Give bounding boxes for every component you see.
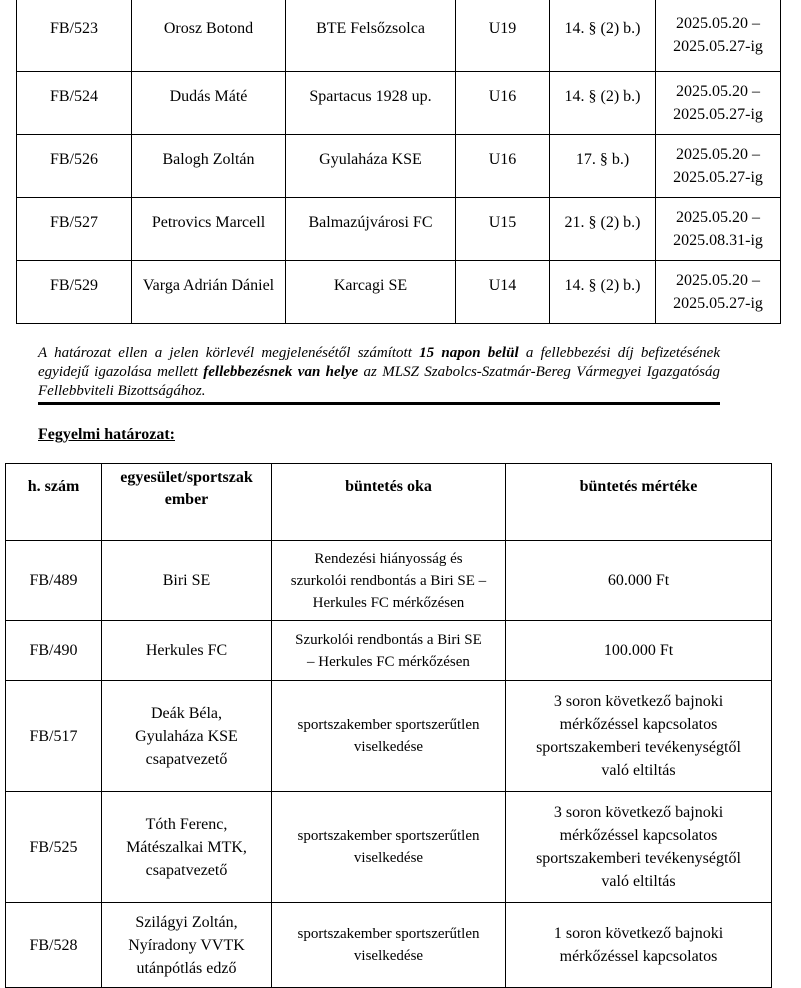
appeal-notice: A határozat ellen a jelen körlevél megjelenésétől számított 15 napon belül a fellebbezési díj befizetésének egyidejű igazolása mellett fellebbezésnek van helye az MLSZ Szabolcs-Szatmár-Bereg Vármegyei Igazgatóság Fellebbviteli Bizottságához. [38,344,720,405]
column-header: h. szám [6,464,102,541]
case-number: FB/523 [17,0,132,72]
penalty-reason: sportszakember sportszerűtlen viselkedése [272,792,506,903]
age-group: U19 [456,0,550,72]
penalty-amount: 60.000 Ft [506,541,772,621]
club-name: Gyulaháza KSE [286,135,456,198]
rule-reference: 14. § (2) b.) [550,72,656,135]
player-name: Varga Adrián Dániel [132,261,286,324]
appeal-right: fellebbezésnek van helye [203,364,359,380]
club-name: BTE Felsőzsolca [286,0,456,72]
rule-reference: 14. § (2) b.) [550,0,656,72]
penalty-description: 3 soron következő bajnoki mérkőzéssel kapcsolatos sportszakemberi tevékenységtől való eltiltás [506,792,772,903]
penalty-reason: sportszakember sportszerűtlen viselkedése [272,903,506,988]
player-name: Dudás Máté [132,72,286,135]
penalty-reason: Rendezési hiányosság és szurkolói rendbontás a Biri SE – Herkules FC mérkőzésen [272,541,506,621]
case-number: FB/528 [6,903,102,988]
table-row [6,681,772,792]
table-row [17,198,781,261]
table-row [17,72,781,135]
case-number: FB/490 [6,621,102,681]
age-group: U14 [456,261,550,324]
age-group: U16 [456,72,550,135]
sanctioned-party: Szilágyi Zoltán, Nyíradony VVTK utánpótlás edző [102,903,272,988]
column-header: büntetés mértéke [506,464,772,541]
player-name: Balogh Zoltán [132,135,286,198]
club-name: Balmazújvárosi FC [286,198,456,261]
column-header: büntetés oka [272,464,506,541]
sanctioned-party: Herkules FC [102,621,272,681]
case-number: FB/517 [6,681,102,792]
suspension-period: 2025.05.20 – 2025.05.27-ig [656,261,781,324]
suspension-period: 2025.05.20 – 2025.05.27-ig [656,0,781,72]
column-header: egyesület/sportszak ember [102,464,272,541]
section-heading: Fegyelmi határozat: [38,426,175,443]
sanctioned-party: Tóth Ferenc, Mátészalkai MTK, csapatvezető [102,792,272,903]
case-number: FB/489 [6,541,102,621]
table-row [17,0,781,72]
case-number: FB/527 [17,198,132,261]
penalty-description: 1 soron következő bajnoki mérkőzéssel kapcsolatos [506,903,772,988]
suspension-table [16,0,781,324]
penalty-reason: Szurkolói rendbontás a Biri SE – Herkules FC mérkőzésen [272,621,506,681]
suspension-period: 2025.05.20 – 2025.05.27-ig [656,72,781,135]
case-number: FB/524 [17,72,132,135]
appeal-deadline: 15 napon belül [419,345,519,361]
suspension-period: 2025.05.20 – 2025.05.27-ig [656,135,781,198]
table-row [6,903,772,988]
table-header-row [6,464,772,541]
sanctioned-party: Biri SE [102,541,272,621]
case-number: FB/529 [17,261,132,324]
table-row [6,541,772,621]
player-name: Petrovics Marcell [132,198,286,261]
player-name: Orosz Botond [132,0,286,72]
disciplinary-table [5,463,772,988]
suspension-period: 2025.05.20 – 2025.08.31-ig [656,198,781,261]
table-row [6,621,772,681]
sanctioned-party: Deák Béla, Gyulaháza KSE csapatvezető [102,681,272,792]
table-row [6,792,772,903]
case-number: FB/526 [17,135,132,198]
age-group: U15 [456,198,550,261]
table-row [17,135,781,198]
club-name: Karcagi SE [286,261,456,324]
age-group: U16 [456,135,550,198]
case-number: FB/525 [6,792,102,903]
penalty-description: 3 soron következő bajnoki mérkőzéssel kapcsolatos sportszakemberi tevékenységtől való eltiltás [506,681,772,792]
table-row [17,261,781,324]
rule-reference: 21. § (2) b.) [550,198,656,261]
club-name: Spartacus 1928 up. [286,72,456,135]
rule-reference: 17. § b.) [550,135,656,198]
rule-reference: 14. § (2) b.) [550,261,656,324]
penalty-amount: 100.000 Ft [506,621,772,681]
penalty-reason: sportszakember sportszerűtlen viselkedése [272,681,506,792]
